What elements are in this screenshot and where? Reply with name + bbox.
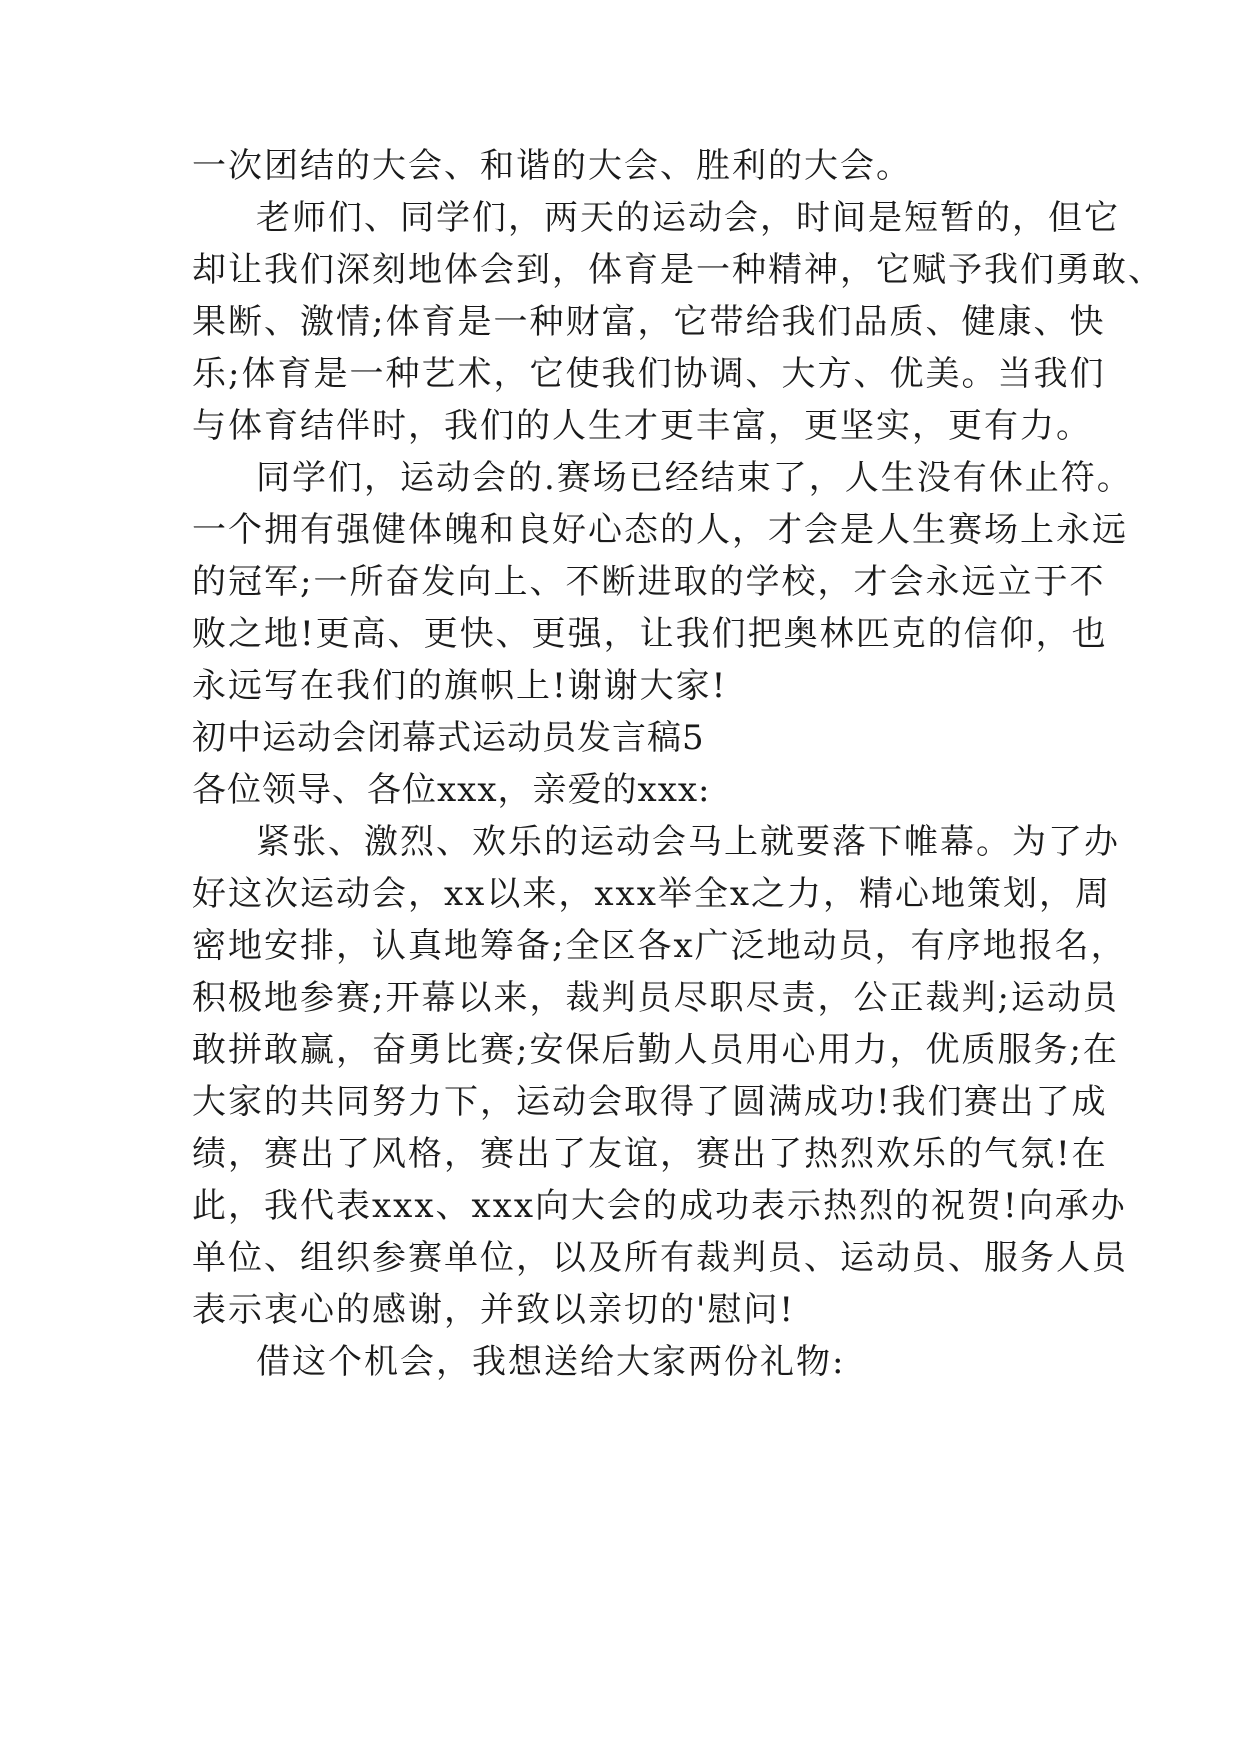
section-title: 初中运动会闭幕式运动员发言稿5 [192, 718, 705, 758]
text-line: 永远写在我们的旗帜上!谢谢大家! [192, 666, 728, 706]
text-line: 绩，赛出了风格，赛出了友谊，赛出了热烈欢乐的气氛!在 [192, 1134, 1108, 1174]
text-line: 的冠军;一所奋发向上、不断进取的学校，才会永远立于不 [192, 562, 1106, 602]
text-line: 大家的共同努力下，运动会取得了圆满成功!我们赛出了成 [192, 1082, 1108, 1122]
salutation: 各位领导、各位xxx，亲爱的xxx: [192, 770, 711, 810]
text-line: 果断、激情;体育是一种财富，它带给我们品质、健康、快 [192, 302, 1106, 342]
text-line: 乐;体育是一种艺术，它使我们协调、大方、优美。当我们 [192, 354, 1106, 394]
text-line: 敢拼敢赢，奋勇比赛;安保后勤人员用心用力，优质服务;在 [192, 1030, 1119, 1070]
paragraph-start: 紧张、激烈、欢乐的运动会马上就要落下帷幕。为了办 [256, 822, 1120, 862]
text-line: 一个拥有强健体魄和良好心态的人，才会是人生赛场上永远 [192, 510, 1128, 550]
text-line: 与体育结伴时，我们的人生才更丰富，更坚实，更有力。 [192, 406, 1092, 446]
paragraph-start: 同学们，运动会的.赛场已经结束了，人生没有休止符。 [256, 458, 1133, 498]
paragraph-start: 老师们、同学们，两天的运动会，时间是短暂的，但它 [256, 198, 1120, 238]
text-line: 却让我们深刻地体会到，体育是一种精神，它赋予我们勇敢、 [192, 250, 1164, 290]
text-line: 密地安排，认真地筹备;全区各x广泛地动员，有序地报名， [192, 926, 1127, 966]
text-line: 好这次运动会，xx以来，xxx举全x之力，精心地策划，周 [192, 874, 1112, 914]
text-line: 单位、组织参赛单位，以及所有裁判员、运动员、服务人员 [192, 1238, 1128, 1278]
text-line: 一次团结的大会、和谐的大会、胜利的大会。 [192, 146, 912, 186]
text-line: 败之地!更高、更快、更强，让我们把奥林匹克的信仰，也 [192, 614, 1108, 654]
text-line: 此，我代表xxx、xxx向大会的成功表示热烈的祝贺!向承办 [192, 1186, 1127, 1226]
text-line: 表示衷心的感谢，并致以亲切的'慰问! [192, 1290, 796, 1330]
paragraph-start: 借这个机会，我想送给大家两份礼物: [256, 1342, 846, 1382]
text-line: 积极地参赛;开幕以来，裁判员尽职尽责，公正裁判;运动员 [192, 978, 1119, 1018]
